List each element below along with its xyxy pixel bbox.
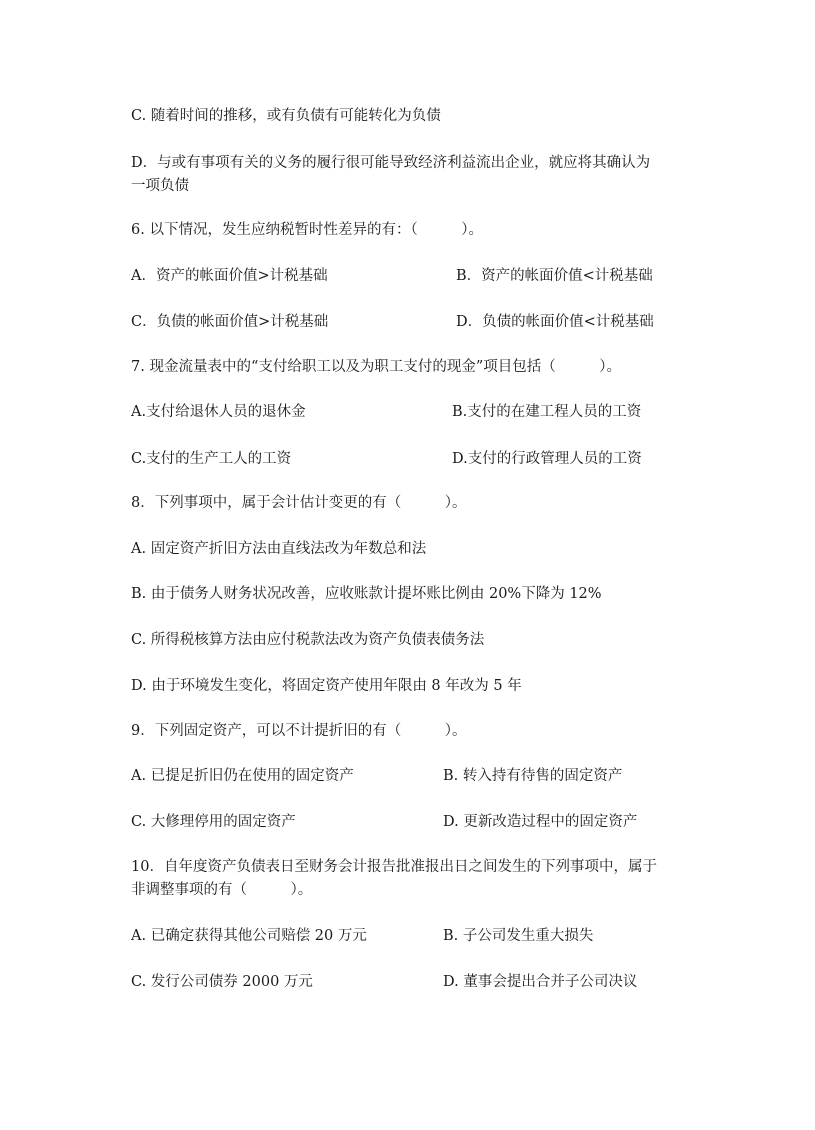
q10-option-c: C. 发行公司债券 2000 万元: [131, 974, 313, 990]
q6-option-d: D．负债的帐面价值<计税基础: [456, 314, 654, 330]
q6-option-c: C．负债的帐面价值>计税基础: [131, 314, 329, 330]
q9-option-b: B. 转入持有待售的固定资产: [443, 768, 623, 784]
q10-stem-line2: 非调整事项的有（ ）。: [131, 882, 313, 898]
q6-option-b: B．资产的帐面价值<计税基础: [456, 268, 653, 284]
q8-option-c: C. 所得税核算方法由应付税款法改为资产负债表债务法: [131, 632, 485, 648]
q7-option-c: C.支付的生产工人的工资: [131, 451, 292, 467]
q7-option-d: D.支付的行政管理人员的工资: [452, 451, 642, 467]
q10-option-d: D. 董事会提出合并子公司决议: [443, 974, 638, 990]
q10-option-a: A. 已确定获得其他公司赔偿 20 万元: [131, 928, 367, 944]
q10-stem-line1: 10．自年度资产负债表日至财务会计报告批准报出日之间发生的下列事项中，属于: [131, 859, 657, 875]
q6-option-a: A．资产的帐面价值>计税基础: [131, 268, 328, 284]
q7-option-a: A.支付给退休人员的退休金: [131, 404, 306, 420]
q8-stem: 8．下列事项中，属于会计估计变更的有（ ）。: [131, 495, 467, 511]
q5-option-d-line2: 一项负债: [131, 178, 189, 194]
q5-option-d-line1: D．与或有事项有关的义务的履行很可能导致经济利益流出企业，就应将其确认为: [131, 155, 651, 171]
q9-stem: 9．下列固定资产，可以不计提折旧的有（ ）。: [131, 723, 467, 739]
q9-option-d: D. 更新改造过程中的固定资产: [443, 814, 638, 830]
q8-option-b: B. 由于债务人财务状况改善，应收账款计提坏账比例由 20%下降为 12%: [131, 586, 602, 602]
q7-option-b: B.支付的在建工程人员的工资: [452, 404, 642, 420]
q7-stem: 7. 现金流量表中的“支付给职工以及为职工支付的现金”项目包括（ ）。: [131, 359, 622, 375]
q9-option-c: C. 大修理停用的固定资产: [131, 814, 296, 830]
q6-stem: 6. 以下情况，发生应纳税暂时性差异的有：（ ）。: [131, 222, 483, 238]
q8-option-a: A. 固定资产折旧方法由直线法改为年数总和法: [131, 541, 427, 557]
q9-option-a: A. 已提足折旧仍在使用的固定资产: [131, 768, 354, 784]
q8-option-d: D. 由于环境发生变化，将固定资产使用年限由 8 年改为 5 年: [131, 678, 522, 694]
q10-option-b: B. 子公司发生重大损失: [443, 928, 594, 944]
q5-option-c: C. 随着时间的推移，或有负债有可能转化为负债: [131, 108, 441, 124]
